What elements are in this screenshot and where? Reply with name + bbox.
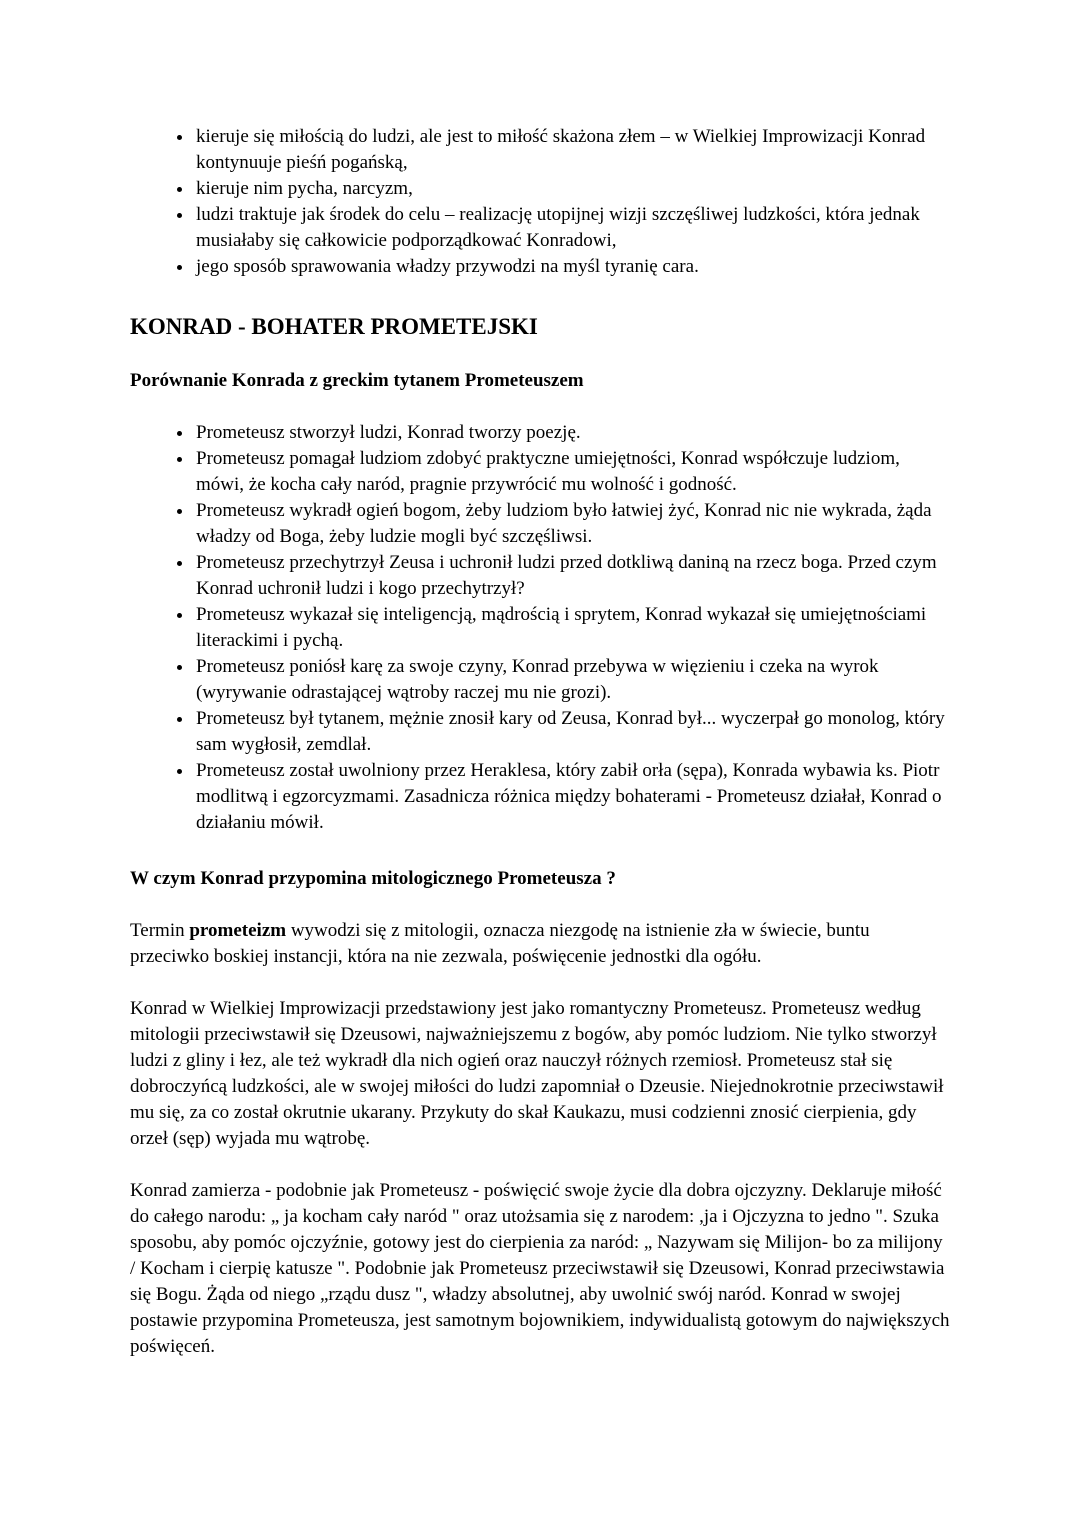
main-heading: KONRAD - BOHATER PROMETEJSKI xyxy=(130,314,538,339)
text-segment: wywodzi się z mitologii, oznacza niezgodę na istnienie zła w świecie, buntu przeciwko boskiej instancji, która na nie zezwala, poświęcenie jednostki dla ogółu. xyxy=(130,920,870,967)
list-item: • ludzi traktuje jak środek do celu – realizację utopijnej wizji szczęśliwej ludzkości, która jednak musiałaby się całkowicie podporządkować Konradowi, xyxy=(194,202,950,254)
list-item: • Prometeusz pomagał ludziom zdobyć praktyczne umiejętności, Konrad współczuje ludziom, mówi, że kocha cały naród, pragnie przywrócić mu wolność i godność. xyxy=(194,446,950,498)
konrad-prometeusz-paragraph xyxy=(130,996,950,1152)
list-item: • Prometeusz przechytrzył Zeusa i uchronił ludzi przed dotkliwą daniną na rzecz boga. Przed czym Konrad uchronił ludzi i kogo przechytrzył? xyxy=(194,550,950,602)
konrad-traits-list xyxy=(130,124,950,280)
konrad-sacrifice-paragraph xyxy=(130,1178,950,1360)
list-item: • Prometeusz poniósł karę za swoje czyny, Konrad przebywa w więzieniu i czeka na wyrok (wyrywanie odrastającej wątroby raczej mu nie grozi). xyxy=(194,654,950,706)
list-item: • jego sposób sprawowania władzy przywodzi na myśl tyranię cara. xyxy=(194,254,950,280)
comparison-list xyxy=(130,420,950,836)
text-segment: Konrad zamierza - podobnie jak Prometeusz - poświęcić swoje życie dla dobra ojczyzny. Deklaruje miłość do całego narodu: „ ja kocham cały naród " oraz utożsamia się z narodem: ,ja i Ojczyzna to jedno ". Szuka sposobu, aby pomóc ojczyźnie, gotowy jest do cierpienia za naród: „ Nazywam się Milijon- bo za milijony / Kocham i cierpię katusze ". Podobnie jak Prometeusz przeciwstawił się Dzeusowi, Konrad przeciwstawia się Bogu. Żąda od niego „rządu dusz ", władzy absolutnej, aby uwolnić swój naród. Konrad w swojej postawie przypomina Prometeusza, jest samotnym bojownikiem, indywidualistą gotowym do największych poświęceń. xyxy=(130,1180,950,1357)
text-segment: prometeizm xyxy=(189,920,287,941)
list-item: • kieruje się miłością do ludzi, ale jest to miłość skażona złem – w Wielkiej Improwizacji Konrad kontynuuje pieśń pogańską, xyxy=(194,124,950,176)
question-subheading: W czym Konrad przypomina mitologicznego Prometeusza ? xyxy=(130,868,616,889)
list-item: • kieruje nim pycha, narcyzm, xyxy=(194,176,950,202)
list-item: • Prometeusz został uwolniony przez Heraklesa, który zabił orła (sępa), Konrada wybawia ks. Piotr modlitwą i egzorcyzmami. Zasadnicza różnica między bohaterami - Prometeusz działał, Konrad o działaniu mówił. xyxy=(194,758,950,836)
text-segment: Termin xyxy=(130,920,190,941)
text-segment: Konrad w Wielkiej Improwizacji przedstawiony jest jako romantyczny Prometeusz. Prometeusz według mitologii przeciwstawił się Dzeusowi, najważniejszemu z bogów, aby pomóc ludziom. Nie tylko stworzył ludzi z gliny i łez, ale też wykradł dla nich ogień oraz nauczył różnych rzemiosł. Prometeusz stał się dobroczyńcą ludzkości, ale w swojej miłości do ludzi zapomniał o Dzeusie. Niejednokrotnie przeciwstawił mu się, za co został okrutnie ukarany. Przykuty do skał Kaukazu, musi codzienni znosić cierpienia, gdy orzeł (sęp) wyjada mu wątrobę. xyxy=(130,998,944,1149)
prometeizm-definition-paragraph xyxy=(130,918,950,970)
comparison-subheading: Porównanie Konrada z greckim tytanem Prometeuszem xyxy=(130,370,584,391)
list-item: • Prometeusz wykradł ogień bogom, żeby ludziom było łatwiej żyć, Konrad nic nie wykrada, żąda władzy od Boga, żeby ludzie mogli być szczęśliwsi. xyxy=(194,498,950,550)
list-item: • Prometeusz wykazał się inteligencją, mądrością i sprytem, Konrad wykazał się umiejętnościami literackimi i pychą. xyxy=(194,602,950,654)
list-item: • Prometeusz stworzył ludzi, Konrad tworzy poezję. xyxy=(194,420,950,446)
list-item: • Prometeusz był tytanem, mężnie znosił kary od Zeusa, Konrad był... wyczerpał go monolog, który sam wygłosił, zemdlał. xyxy=(194,706,950,758)
